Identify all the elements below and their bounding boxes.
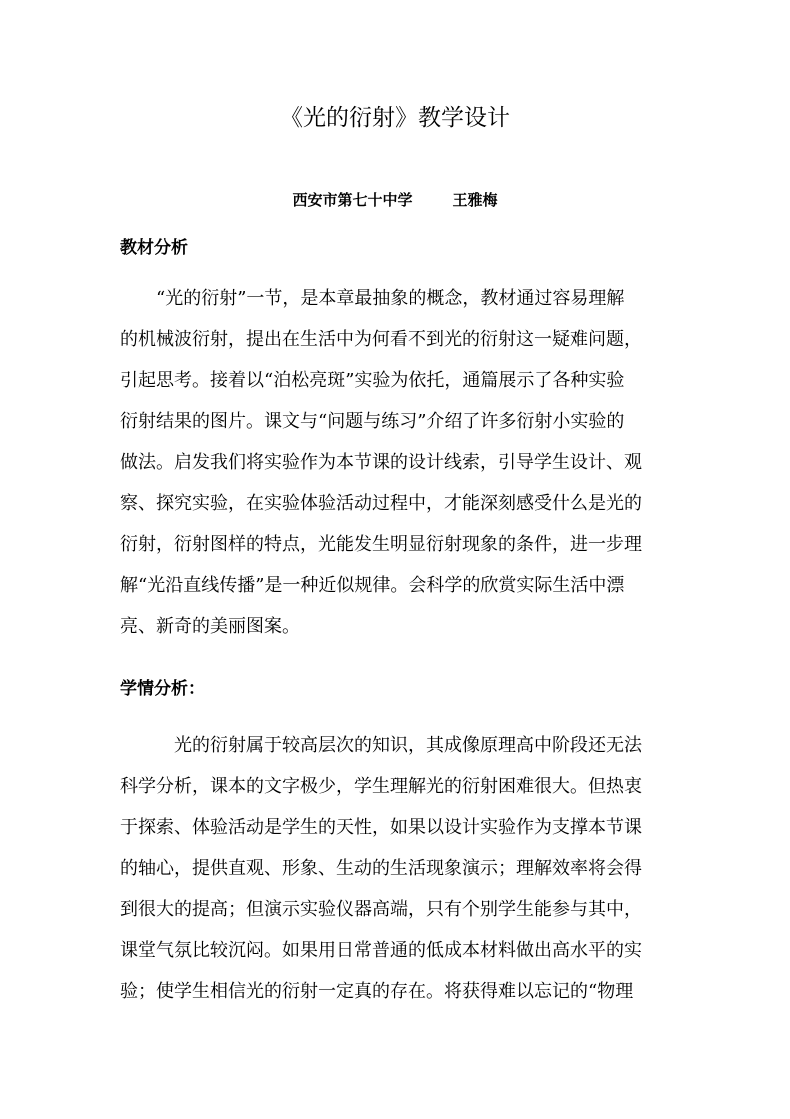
section-heading-student-analysis: 学情分析： (120, 679, 205, 699)
paragraph-line: 解“光沿直线传播”是一种近似规律。会科学的欣赏实际生活中漂 (120, 575, 625, 596)
paragraph-line: 的轴心，提供直观、形象、生动的生活现象演示；理解效率将会得 (120, 858, 642, 879)
paragraph-line: 于探索、体验活动是学生的天性，如果以设计实验作为支撑本节课 (120, 817, 642, 838)
paragraph-line: 课堂气氛比较沉闷。如果用日常普通的低成本材料做出高水平的实 (120, 940, 642, 961)
paragraph-line: 的机械波衍射，提出在生活中为何看不到光的衍射这一疑难问题， (120, 329, 642, 350)
document-title: 《光的衍射》教学设计 (280, 105, 510, 131)
paragraph-line: 衍射，衍射图样的特点，光能发生明显衍射现象的条件，进一步理 (120, 534, 642, 555)
section-heading-textbook-analysis: 教材分析 (120, 238, 188, 258)
school-name: 西安市第七十中学 (292, 191, 413, 209)
paragraph-line: 做法。启发我们将实验作为本节课的设计线索，引导学生设计、观 (120, 452, 642, 473)
paragraph-line: 验；使学生相信光的衍射一定真的存在。将获得难以忘记的“物理 (120, 981, 634, 1002)
paragraph-line: 亮、新奇的美丽图案。 (120, 616, 300, 637)
paragraph-student-analysis (120, 725, 666, 1012)
author-name: 王雅梅 (452, 191, 498, 209)
paragraph-line: 衍射结果的图片。课文与“问题与练习”介绍了许多衍射小实验的 (120, 411, 625, 432)
paragraph-line: “光的衍射”一节，是本章最抽象的概念，教材通过容易理解 (120, 288, 625, 309)
paragraph-line: 科学分析，课本的文字极少，学生理解光的衍射困难很大。但热衷 (120, 776, 642, 797)
paragraph-line: 引起思考。接着以“泊松亮斑”实验为依托，通篇展示了各种实验 (120, 370, 625, 391)
paragraph-line: 到很大的提高；但演示实验仪器高端，只有个别学生能参与其中， (120, 899, 642, 920)
paragraph-textbook-analysis (120, 278, 666, 647)
paragraph-line: 察、探究实验，在实验体验活动过程中，才能深刻感受什么是光的 (120, 493, 642, 514)
author-line (0, 190, 790, 210)
paragraph-line: 光的衍射属于较高层次的知识，其成像原理高中阶段还无法 (120, 735, 642, 756)
